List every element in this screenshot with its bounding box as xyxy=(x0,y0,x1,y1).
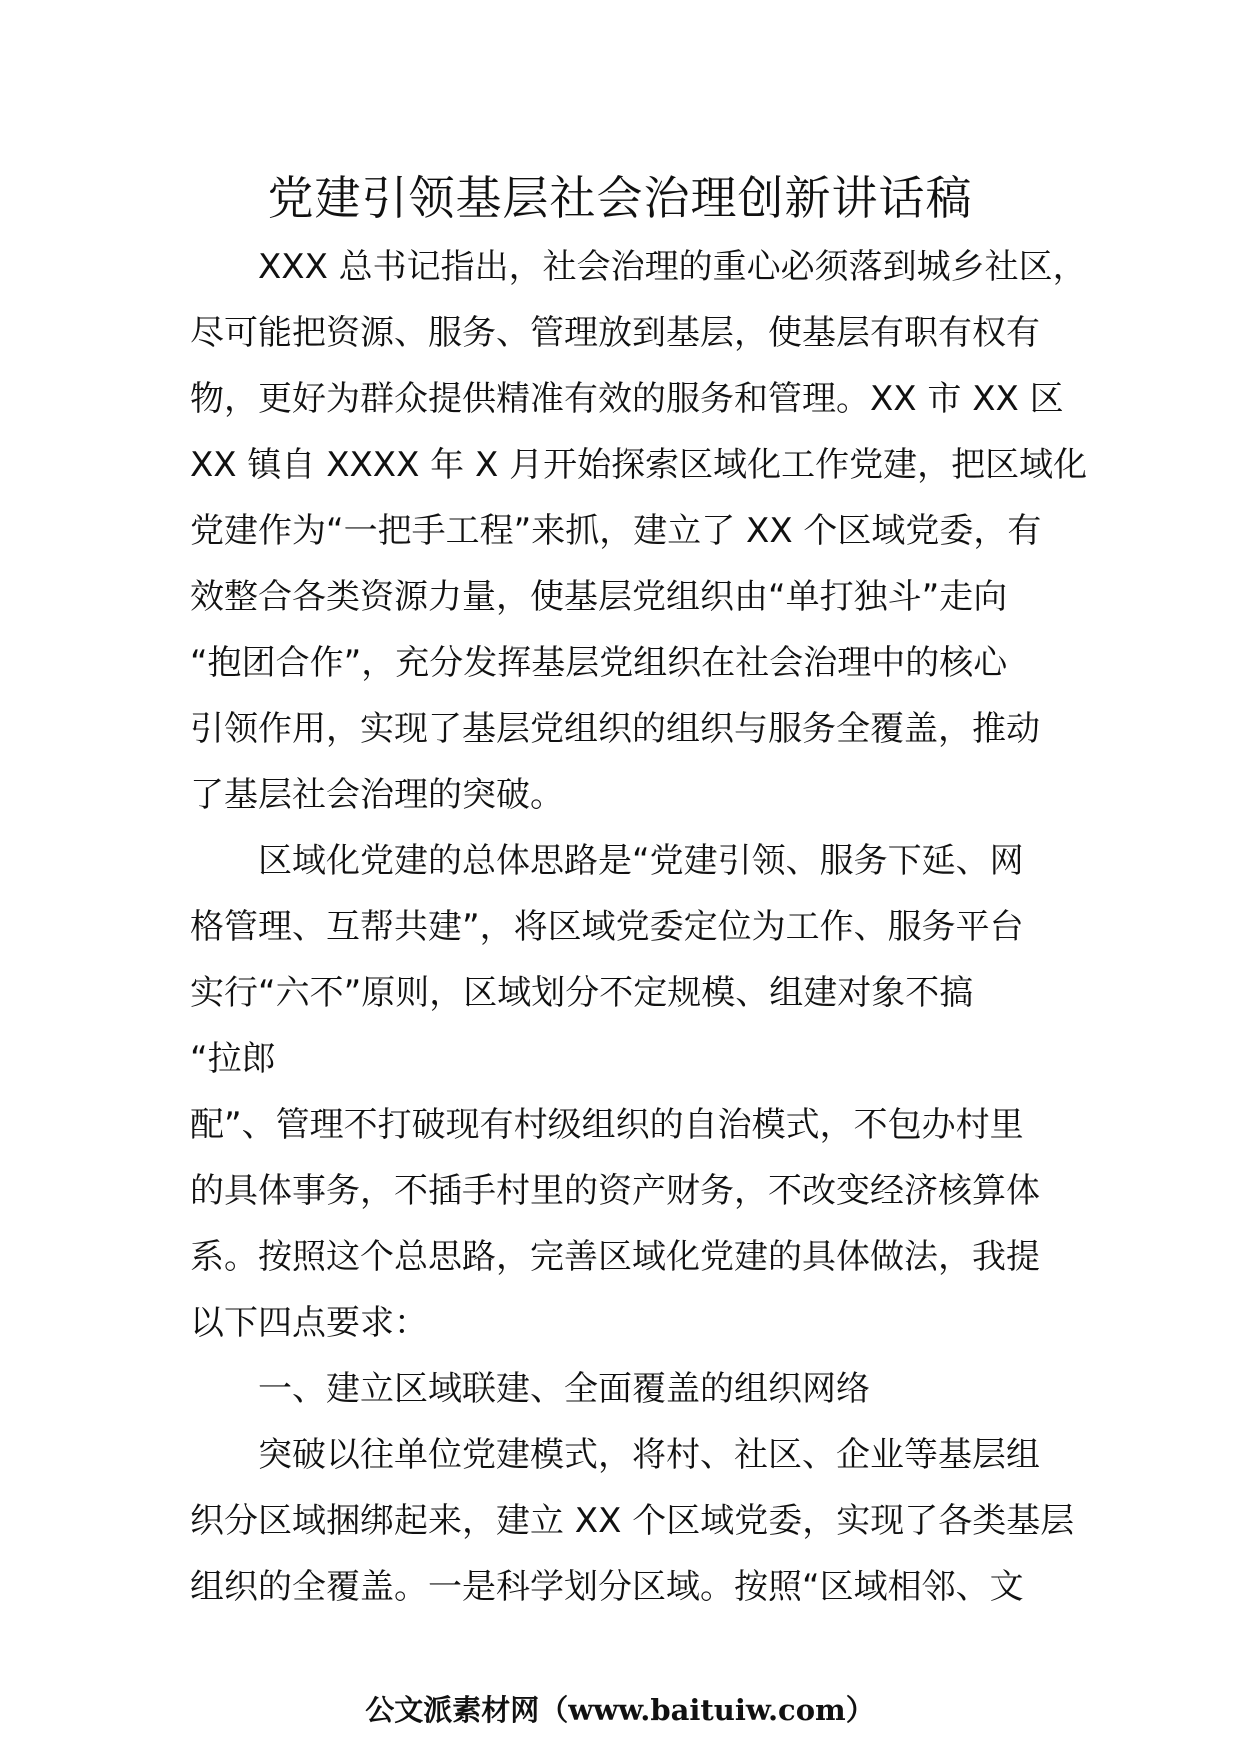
text-line: XX 镇自 XXXX 年 X 月开始探索区域化工作党建，把区域化 xyxy=(190,445,1088,485)
text-line: 系。按照这个总思路，完善区域化党建的具体做法，我提 xyxy=(190,1237,1040,1277)
text-line: 以下四点要求： xyxy=(190,1303,428,1343)
text-line: 突破以往单位党建模式，将村、社区、企业等基层组 xyxy=(258,1435,1040,1475)
text-line: 了基层社会治理的突破。 xyxy=(190,775,564,815)
text-line: 格管理、互帮共建”，将区域党委定位为工作、服务平台 xyxy=(190,907,1024,947)
footer-watermark: 公文派素材网（www.baituiw.com） xyxy=(365,1693,875,1727)
text-line: 配”、管理不打破现有村级组织的自治模式，不包办村里 xyxy=(190,1105,1024,1145)
text-line: 党建作为“一把手工程”来抓，建立了 XX 个区域党委，有 xyxy=(190,511,1042,551)
text-line: “抱团合作”，充分发挥基层党组织在社会治理中的核心 xyxy=(190,643,1008,683)
text-line: “拉郎 xyxy=(190,1039,276,1079)
text-line: 物，更好为群众提供精准有效的服务和管理。XX 市 XX 区 xyxy=(190,379,1064,419)
text-line: 一、建立区域联建、全面覆盖的组织网络 xyxy=(258,1369,870,1409)
text-line: 引领作用，实现了基层党组织的组织与服务全覆盖，推动 xyxy=(190,709,1040,749)
text-line: 组织的全覆盖。一是科学划分区域。按照“区域相邻、文 xyxy=(190,1567,1024,1607)
text-line: 的具体事务，不插手村里的资产财务，不改变经济核算体 xyxy=(190,1171,1040,1211)
paragraph-intro xyxy=(190,234,1088,828)
paragraph-approach xyxy=(190,828,1070,1356)
text-line: 实行“六不”原则，区域划分不定规模、组建对象不搞 xyxy=(190,973,974,1013)
section-heading-1 xyxy=(190,1356,1070,1422)
paragraph-section-1 xyxy=(190,1422,1075,1620)
document-body xyxy=(190,234,1088,1620)
text-line: 尽可能把资源、服务、管理放到基层，使基层有职有权有 xyxy=(190,313,1040,353)
text-line: 效整合各类资源力量，使基层党组织由“单打独斗”走向 xyxy=(190,577,1008,617)
text-line: 织分区域捆绑起来，建立 XX 个区域党委，实现了各类基层 xyxy=(190,1501,1075,1541)
text-line: 区域化党建的总体思路是“党建引领、服务下延、网 xyxy=(258,841,1024,881)
text-line: XXX 总书记指出，社会治理的重心必须落到城乡社区， xyxy=(258,247,1087,287)
document-title: 党建引领基层社会治理创新讲话稿 xyxy=(267,171,973,225)
